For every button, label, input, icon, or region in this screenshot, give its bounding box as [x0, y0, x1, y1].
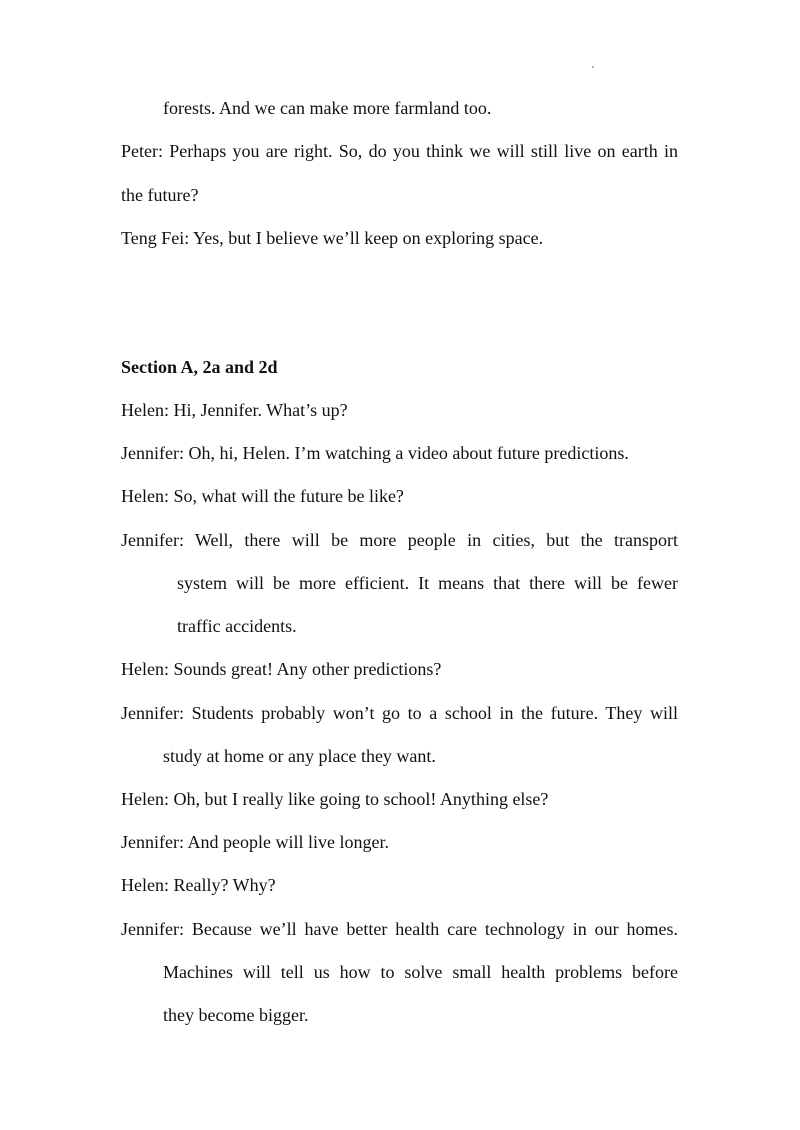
dialogue-line-helen: Helen: Sounds great! Any other predictions? [121, 659, 442, 679]
dialogue-line-jennifer-cont: system will be more efficient. It means that there will be fewer [177, 573, 678, 593]
section-heading: Section A, 2a and 2d [121, 357, 278, 377]
page-mark [592, 66, 594, 68]
dialogue-line-jennifer: Jennifer: And people will live longer. [121, 832, 389, 852]
dialogue-line-jennifer: Jennifer: Oh, hi, Helen. I’m watching a video about future predictions. [121, 443, 629, 463]
dialogue-line-jennifer: Jennifer: Well, there will be more people in cities, but the transport [121, 530, 678, 550]
dialogue-line-helen: Helen: So, what will the future be like? [121, 486, 404, 506]
dialogue-line-jennifer-cont: traffic accidents. [177, 616, 297, 636]
dialogue-line-peter: Peter: Perhaps you are right. So, do you think we will still live on earth in [121, 141, 678, 161]
dialogue-line-teng-fei: Teng Fei: Yes, but I believe we’ll keep on exploring space. [121, 228, 544, 248]
dialogue-line-jennifer: Jennifer: Because we’ll have better health care technology in our homes. [121, 919, 678, 939]
dialogue-line-helen: Helen: Really? Why? [121, 875, 276, 895]
dialogue-line-helen: Helen: Oh, but I really like going to school! Anything else? [121, 789, 549, 809]
dialogue-line-jennifer: Jennifer: Students probably won’t go to a school in the future. They will [121, 703, 678, 723]
dialogue-line-jennifer-cont: study at home or any place they want. [163, 746, 436, 766]
dialogue-line-helen: Helen: Hi, Jennifer. What’s up? [121, 400, 348, 420]
dialogue-line-jennifer-cont: Machines will tell us how to solve small health problems before [163, 962, 678, 982]
dialogue-line-peter-cont: the future? [121, 185, 199, 205]
dialogue-line-continuation: forests. And we can make more farmland too. [163, 98, 492, 118]
dialogue-line-jennifer-cont: they become bigger. [163, 1005, 309, 1025]
